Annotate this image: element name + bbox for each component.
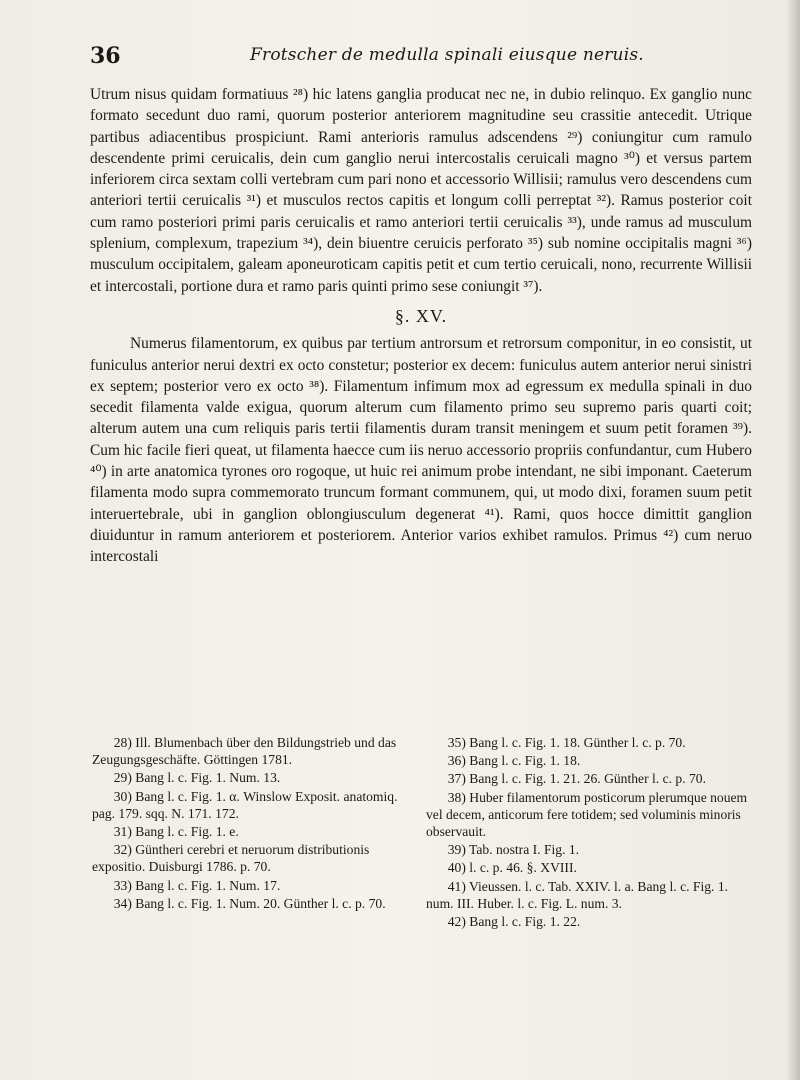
footnote: 30) Bang l. c. Fig. 1. α. Winslow Exposit. anatomiq. pag. 179. sqq. N. 171. 172. — [92, 788, 398, 821]
section-heading: §. XV. — [394, 305, 448, 326]
footnote: 29) Bang l. c. Fig. 1. Num. 13. — [113, 770, 281, 786]
footnote: 40) l. c. p. 46. §. XVIII. — [447, 860, 577, 876]
footnote: 41) Vieussen. l. c. Tab. XXIV. l. a. Bang l. c. Fig. 1. num. III. Huber. l. c. Fig. L. num. 3. — [426, 878, 729, 911]
footnote: 35) Bang l. c. Fig. 1. 18. Günther l. c. p. 70. — [447, 735, 686, 750]
footnote: 38) Huber filamentorum posticorum plerumque nouem vel decem, anticorum fere totidem; sed voluminis minoris observauit. — [426, 789, 748, 840]
footnote: 33) Bang l. c. Fig. 1. Num. 17. — [113, 877, 281, 893]
running-title: Frotscher de medulla spinali eiusque neruis. — [250, 45, 644, 65]
footnote: 39) Tab. nostra I. Fig. 1. — [447, 842, 580, 858]
footnote: 31) Bang l. c. Fig. 1. e. — [113, 824, 239, 840]
footnotes-left-column — [92, 734, 414, 913]
paragraph-2: Numerus filamentorum, ex quibus par tertium antrorsum et retrorsum componitur, in eo consistit, ut funiculus anterior nerui dextri ex octo constetur; posterior ex decem: funiculus autem anterior nerui sinistri ex septem; posterior vero ex octo ³⁸). Filamentum infimum mox ad egressum ex medulla spinali in duo secedit filamenta valde exigua, quorum alterum cum filamento primo seu supremo paris quarti coit; alterum autem una cum reliquis paris tertii filamentis duram transit meningem et suum petit foramen ³⁹). Cum hic facile fieri queat, ut filamenta haecce cum iis neruo accessorio propriis confundantur, cum Hubero ⁴⁰) in arte anatomica tyrones oro rogoque, ut huic rei animum probe intendant, ne sibi imponant. Caeterum filamenta modo supra commemorato truncum formant communem, qui, ut modo dixi, foramen suum petit interuertebrale, ubi in ganglion oblongiusculum degenerat ⁴¹). Rami, quos hocce dimittit ganglion diuiduntur in ramum anteriorem et posteriorem. Anterior varios exhibet ramulos. Primus ⁴²) cum neruo intercostali — [90, 335, 752, 566]
footnote: 42) Bang l. c. Fig. 1. 22. — [447, 914, 581, 930]
footnote: 32) Güntheri cerebri et neruorum distributionis expositio. Duisburgi 1786. p. 70. — [92, 842, 370, 875]
page-edge-shadow — [786, 0, 800, 1080]
main-text — [90, 84, 752, 568]
footnote: 34) Bang l. c. Fig. 1. Num. 20. Günther l. c. p. 70. — [113, 895, 386, 911]
footnote: 37) Bang l. c. Fig. 1. 21. 26. Günther l. c. p. 70. — [447, 771, 707, 787]
paragraph-1: Utrum nisus quidam formatiuus ²⁸) hic latens ganglia producat nec ne, in dubio relinquo. Ex ganglio nunc formato secedunt duo rami, quorum posterior anteriorem magnitudine seu crassitie antecedit. Utrique partibus adiacentibus prospiciunt. Rami anterioris ramulus adscendens ²⁹) coniungitur cum ramulo descendente primi ceruicalis, dein cum ganglio nerui intercostalis ceruicali magno ³⁰) et versus partem inferiorem circa sextam colli vertebram cum pari nono et accessorio Willisii; ramulus vero descendens cum anteriori tertii ceruicalis ³¹) et musculos rectos capitis et longum colli perreptat ³²). Ramus posterior coit cum ramo posteriori primi paris ceruicalis et ramo anteriori tertii ceruicalis ³³), unde ramus ad musculum splenium, complexum, trapezium ³⁴), dein biuentre ceruicis perforato ³⁵) sub nomine occipitalis magni ³⁶) musculum occipitalem, galeam aponeuroticam capitis petit et cum tertio ceruicali, nono, recurrente Willisii et intercostali, portione dura et ramo paris quinti primo sese coniungit ³⁷). — [90, 86, 752, 295]
page-number: 36 — [90, 43, 121, 69]
footnote: 36) Bang l. c. Fig. 1. 18. — [447, 753, 581, 769]
footnote: 28) Ill. Blumenbach über den Bildungstrieb und das Zeugungsgeschäfte. Göttingen 1781. — [92, 735, 397, 768]
footnotes-right-column — [426, 734, 754, 931]
